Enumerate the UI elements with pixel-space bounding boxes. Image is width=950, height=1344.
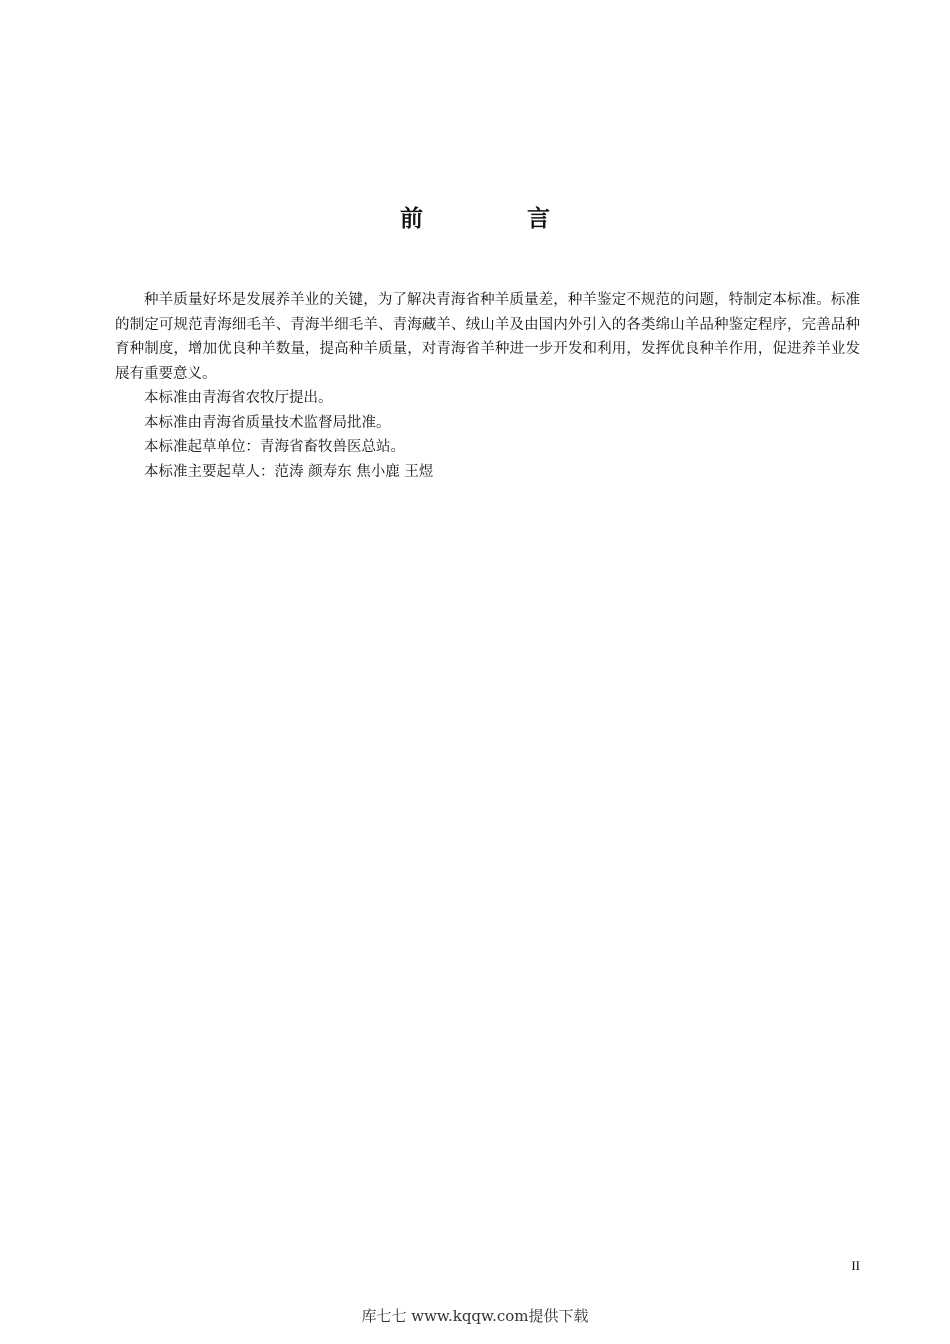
page-title: 前 言: [399, 206, 598, 232]
page-number: II: [851, 1258, 860, 1273]
preface-body: [115, 288, 860, 484]
preface-paragraph-approver: 本标准由青海省质量技术监督局批准。: [144, 414, 391, 431]
preface-paragraph-drafters: 本标准主要起草人：范涛 颜寿东 焦小鹿 王煜: [144, 463, 434, 480]
preface-paragraph-intro: 种羊质量好坏是发展养羊业的关键，为了解决青海省种羊质量差，种羊鉴定不规范的问题，特制定本标准。标准的制定可规范青海细毛羊、青海半细毛羊、青海藏羊、绒山羊及由国内外引入的各类绵山羊品种鉴定程序，完善品种育种制度，增加优良种羊数量，提高种羊质量，对青海省羊种进一步开发和利用，发挥优良种羊作用，促进养羊业发展有重要意义。: [115, 292, 860, 382]
preface-paragraph-drafting-unit: 本标准起草单位：青海省畜牧兽医总站。: [144, 439, 405, 455]
footer-download-notice: 库七七 www.kqqw.com提供下载: [361, 1307, 589, 1325]
preface-paragraph-proposer: 本标准由青海省农牧厅提出。: [144, 390, 333, 406]
